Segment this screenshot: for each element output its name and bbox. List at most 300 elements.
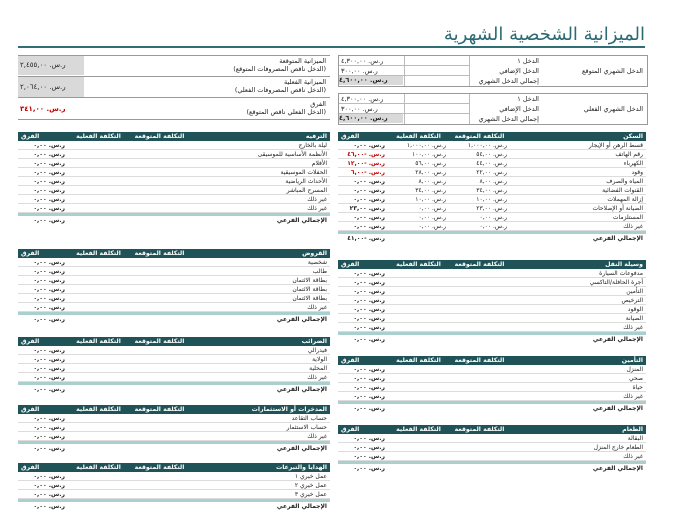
projected-cost[interactable]: ر.س. ٢٢,٠٠ [449, 168, 510, 177]
subtotal-value: ر.س. ٠,٠٠ [33, 502, 65, 510]
actual-cost[interactable]: ر.س. ٠,٠٠ [388, 222, 449, 231]
table-row [18, 159, 330, 168]
row-label[interactable]: رقم الهاتف [510, 150, 646, 159]
projected-cost[interactable]: ر.س. ٠,٠٠ [449, 222, 510, 231]
row-label[interactable]: الترخيص [510, 296, 646, 305]
row-label[interactable]: الصيانة [510, 314, 646, 323]
projected-cost[interactable] [449, 452, 510, 461]
table-row [338, 392, 646, 401]
income-row-value[interactable]: ر.س. ٣٠٠,٠٠ [341, 67, 378, 75]
actual-cost[interactable] [68, 195, 129, 204]
projected-cost[interactable] [129, 364, 190, 373]
projected-cost[interactable]: ر.س. ١,٠٠٠,٠٠ [449, 141, 510, 150]
actual-cost[interactable] [388, 434, 449, 443]
table-row [18, 414, 330, 423]
difference-cell: ر.س. ٠,٠٠ [18, 364, 68, 373]
actual-cost[interactable] [388, 452, 449, 461]
row-label[interactable]: حساب الاستثمار [190, 423, 330, 432]
projected-cost[interactable] [129, 267, 190, 276]
diff-header: الفرق [18, 337, 68, 346]
row-label[interactable]: الولاية [190, 355, 330, 364]
actual-cost[interactable] [68, 285, 129, 294]
projected-cost[interactable] [129, 346, 190, 355]
difference-label: الفرق [310, 100, 326, 108]
projected-cost[interactable]: ر.س. ١٠,٠٠ [449, 195, 510, 204]
table-row [18, 204, 330, 213]
row-label[interactable]: طالب [190, 267, 330, 276]
difference-cell: ر.س. ٠,٠٠ [18, 159, 68, 168]
actual-balance-note: (الدخل ناقص المصروفات الفعلي) [234, 86, 326, 94]
table-row [18, 472, 330, 481]
row-label[interactable]: التأمين [510, 287, 646, 296]
difference-cell: ر.س. ٠,٠٠ [338, 213, 388, 222]
actual-cost[interactable] [68, 276, 129, 285]
table-row [338, 305, 646, 314]
row-label[interactable]: المياه والصرف [510, 177, 646, 186]
projected-cost[interactable] [449, 392, 510, 401]
difference-cell: ر.س. ٠,٠٠ [18, 423, 68, 432]
category-title: الترفيه [190, 132, 330, 141]
row-label[interactable]: فيدرالي [190, 346, 330, 355]
row-label[interactable]: حياة [510, 383, 646, 392]
row-label[interactable]: صحي [510, 374, 646, 383]
actual-cost[interactable] [388, 314, 449, 323]
projected-cost[interactable] [449, 434, 510, 443]
income-total-value: ر.س. ٤,٦٠٠,٠٠ [339, 76, 403, 85]
projected-cost[interactable] [129, 355, 190, 364]
row-label[interactable]: الأحداث الرياضية [190, 177, 330, 186]
row-label[interactable]: بطاقة الائتمان [190, 285, 330, 294]
table-row [338, 374, 646, 383]
row-label[interactable]: ليلة بالخارج [190, 141, 330, 150]
actual-cost[interactable] [388, 365, 449, 374]
expense-table [338, 132, 646, 242]
difference-cell: ر.س. ٠,٠٠ [18, 168, 68, 177]
category-title: الطعام [510, 425, 646, 434]
subtotal-row [338, 335, 646, 343]
actual-header: التكلفة الفعلية [68, 405, 129, 414]
actual-balance-value: ر.س. ٢,٠٦٤,٠٠ [20, 83, 66, 91]
actual-cost[interactable] [68, 355, 129, 364]
projected-cost[interactable] [449, 305, 510, 314]
projected-cost[interactable] [129, 481, 190, 490]
row-label[interactable]: الأفلام [190, 159, 330, 168]
row-label[interactable]: القنوات الفضائية [510, 186, 646, 195]
diff-header: الفرق [18, 249, 68, 258]
projected-cost[interactable] [129, 373, 190, 382]
subtotal-row [18, 216, 330, 224]
income-total-label: إجمالي الدخل الشهري [478, 115, 539, 123]
projected-cost[interactable] [129, 195, 190, 204]
income-row-value[interactable]: ر.س. ٤,٣٠٠,٠٠ [341, 57, 384, 65]
row-label[interactable]: قسط الرهن أو الإيجار [510, 141, 646, 150]
projected-header: التكلفة المتوقعة [129, 337, 190, 346]
table-row [18, 276, 330, 285]
income-row-value[interactable]: ر.س. ٤,٣٠٠,٠٠ [341, 95, 384, 103]
difference-cell: ر.س. ٠,٠٠ [18, 204, 68, 213]
projected-cost[interactable] [449, 365, 510, 374]
difference-cell: ر.س. ٠,٠٠ [18, 481, 68, 490]
actual-cost[interactable] [68, 294, 129, 303]
row-label[interactable]: غير ذلك [510, 222, 646, 231]
table-row [18, 303, 330, 312]
actual-cost[interactable]: ر.س. ٣٤,٠٠ [388, 186, 449, 195]
expense-table [18, 463, 330, 510]
category-title: المدخرات أو الاستثمارات [190, 405, 330, 414]
subtotal-label: الإجمالي الفرعي [592, 234, 643, 242]
row-label[interactable]: بطاقة الائتمان [190, 294, 330, 303]
projected-cost[interactable] [129, 177, 190, 186]
actual-header: التكلفة الفعلية [68, 463, 129, 472]
difference-cell: ر.س. ٠,٠٠ [338, 443, 388, 452]
actual-cost[interactable] [68, 303, 129, 312]
projected-cost[interactable]: ر.س. ٤٤,٠٠ [449, 159, 510, 168]
difference-cell: ر.س. ٠,٠٠ [338, 314, 388, 323]
title-rule [18, 46, 645, 48]
actual-cost[interactable] [68, 204, 129, 213]
actual-cost[interactable] [388, 323, 449, 332]
projected-cost[interactable] [129, 303, 190, 312]
category-title: وسيلة النقل [510, 260, 646, 269]
difference-cell: ر.س. ٠,٠٠ [338, 434, 388, 443]
projected-cost[interactable] [449, 296, 510, 305]
actual-cost[interactable] [68, 177, 129, 186]
actual-cost[interactable] [388, 305, 449, 314]
row-label[interactable]: الطعام خارج المنزل [510, 443, 646, 452]
row-label[interactable]: غير ذلك [190, 373, 330, 382]
row-label[interactable]: عمل خيري ٣ [190, 490, 330, 499]
subtotal-value: ر.س. ٠,٠٠ [33, 315, 65, 323]
projected-cost[interactable] [449, 269, 510, 278]
actual-cost[interactable]: ر.س. ٠,٠٠ [388, 213, 449, 222]
actual-cost[interactable]: ر.س. ٢٨,٠٠ [388, 168, 449, 177]
subtotal-label: الإجمالي الفرعي [592, 464, 643, 472]
row-label[interactable]: إزالة المهملات [510, 195, 646, 204]
projected-cost[interactable] [129, 159, 190, 168]
projected-income-label: الدخل الشهري المتوقع [582, 67, 643, 75]
difference-cell: ر.س. ٠,٠٠ [18, 346, 68, 355]
category-title: الضرائب [190, 337, 330, 346]
difference-cell: ر.س. ٠,٠٠ [18, 258, 68, 267]
actual-cost[interactable] [68, 472, 129, 481]
projected-header: التكلفة المتوقعة [449, 425, 510, 434]
row-label[interactable]: المنزل [510, 365, 646, 374]
projected-header: التكلفة المتوقعة [129, 249, 190, 258]
row-label[interactable]: غير ذلك [510, 452, 646, 461]
row-label[interactable]: أجرة الحافلة/التاكسي [510, 278, 646, 287]
table-row [18, 141, 330, 150]
row-label[interactable]: عمل خيري ١ [190, 472, 330, 481]
difference-cell: ر.س. -١٢,٠٠ [338, 159, 388, 168]
actual-cost[interactable] [388, 374, 449, 383]
difference-cell: ر.س. ٠,٠٠ [18, 177, 68, 186]
table-row [338, 177, 646, 186]
difference-cell: ر.س. ٠,٠٠ [338, 296, 388, 305]
actual-cost[interactable] [68, 267, 129, 276]
projected-cost[interactable] [129, 285, 190, 294]
subtotal-label: الإجمالي الفرعي [592, 404, 643, 412]
subtotal-label: الإجمالي الفرعي [276, 444, 327, 452]
table-row [338, 323, 646, 332]
expense-table [18, 337, 330, 393]
row-label[interactable]: البقالة [510, 434, 646, 443]
table-row [18, 355, 330, 364]
actual-cost[interactable] [388, 296, 449, 305]
income-row-label: الدخل الإضافي [499, 67, 539, 75]
diff-header: الفرق [338, 356, 388, 365]
row-label[interactable]: وقود [510, 168, 646, 177]
projected-header: التكلفة المتوقعة [449, 132, 510, 141]
actual-cost[interactable]: ر.س. ١٠,٠٠ [388, 195, 449, 204]
projected-header: التكلفة المتوقعة [129, 405, 190, 414]
table-row [18, 481, 330, 490]
actual-cost[interactable] [68, 186, 129, 195]
row-label[interactable]: الكهرباء [510, 159, 646, 168]
row-label[interactable]: مدفوعات السيارة [510, 269, 646, 278]
row-label[interactable]: الصيانة أو الإصلاحات [510, 204, 646, 213]
actual-cost[interactable] [68, 414, 129, 423]
projected-cost[interactable]: ر.س. ٨,٠٠ [449, 177, 510, 186]
income-row-label: الدخل ١ [517, 57, 539, 65]
difference-cell: ر.س. ٠,٠٠ [18, 195, 68, 204]
projected-cost[interactable]: ر.س. ٥٤,٠٠ [449, 150, 510, 159]
projected-cost[interactable] [449, 323, 510, 332]
projected-cost[interactable] [129, 294, 190, 303]
actual-cost[interactable] [388, 392, 449, 401]
actual-cost[interactable] [68, 490, 129, 499]
difference-cell: ر.س. ٠,٠٠ [18, 267, 68, 276]
diff-header: الفرق [18, 463, 68, 472]
table-row [18, 195, 330, 204]
projected-cost[interactable] [449, 374, 510, 383]
row-label[interactable]: الحفلات الموسيقية [190, 168, 330, 177]
actual-cost[interactable] [68, 432, 129, 441]
table-row [18, 490, 330, 499]
expense-table [18, 249, 330, 323]
actual-cost[interactable] [388, 383, 449, 392]
projected-cost[interactable] [449, 314, 510, 323]
projected-cost[interactable] [129, 141, 190, 150]
category-title: السكن [510, 132, 646, 141]
row-label[interactable]: حساب التقاعد [190, 414, 330, 423]
difference-cell: ر.س. ٠,٠٠ [338, 305, 388, 314]
subtotal-label: الإجمالي الفرعي [276, 315, 327, 323]
subtotal-value: ر.س. ٠,٠٠ [353, 404, 385, 412]
projected-cost[interactable] [449, 287, 510, 296]
difference-cell: ر.س. ٠,٠٠ [18, 294, 68, 303]
subtotal-row [18, 502, 330, 510]
difference-cell: ر.س. ٠,٠٠ [18, 373, 68, 382]
income-row-value[interactable]: ر.س. ٣٠٠,٠٠ [341, 105, 378, 113]
table-row [18, 432, 330, 441]
diff-header: الفرق [338, 132, 388, 141]
actual-cost[interactable]: ر.س. ١,٠٠٠,٠٠ [388, 141, 449, 150]
difference-cell: ر.س. ٠,٠٠ [338, 374, 388, 383]
difference-cell: ر.س. -٦,٠٠ [338, 168, 388, 177]
row-label[interactable]: عمل خيري ٢ [190, 481, 330, 490]
table-row [338, 296, 646, 305]
actual-cost[interactable] [68, 364, 129, 373]
row-label[interactable]: غير ذلك [190, 303, 330, 312]
table-row [18, 373, 330, 382]
actual-cost[interactable] [68, 159, 129, 168]
income-row-label: الدخل الإضافي [499, 105, 539, 113]
actual-cost[interactable] [68, 258, 129, 267]
projected-header: التكلفة المتوقعة [129, 132, 190, 141]
projected-header: التكلفة المتوقعة [129, 463, 190, 472]
actual-cost[interactable]: ر.س. ٨,٠٠ [388, 177, 449, 186]
row-label[interactable]: غير ذلك [190, 204, 330, 213]
page-title: الميزانية الشخصية الشهرية [443, 24, 645, 45]
subtotal-value: ر.س. -٤١,٠٠ [347, 234, 385, 242]
table-row [18, 423, 330, 432]
row-label[interactable]: الوقود [510, 305, 646, 314]
balance-box [18, 55, 330, 123]
actual-cost[interactable] [388, 443, 449, 452]
projected-cost[interactable] [449, 278, 510, 287]
subtotal-label: الإجمالي الفرعي [276, 216, 327, 224]
table-row [338, 278, 646, 287]
subtotal-value: ر.س. ٠,٠٠ [353, 464, 385, 472]
subtotal-label: الإجمالي الفرعي [276, 502, 327, 510]
actual-cost[interactable] [68, 168, 129, 177]
actual-cost[interactable] [68, 481, 129, 490]
diff-header: الفرق [18, 405, 68, 414]
projected-header: التكلفة المتوقعة [449, 260, 510, 269]
income-total-value: ر.س. ٤,٦٠٠,٠٠ [339, 114, 403, 123]
table-row [338, 186, 646, 195]
projected-cost[interactable] [129, 150, 190, 159]
actual-cost[interactable] [68, 346, 129, 355]
expense-table [18, 405, 330, 452]
diff-header: الفرق [338, 260, 388, 269]
expense-table [338, 425, 646, 472]
actual-header: التكلفة الفعلية [388, 356, 449, 365]
difference-cell: ر.س. ٠,٠٠ [338, 278, 388, 287]
difference-value: ر.س. ٣٤١,٠٠ [20, 105, 66, 113]
table-row [338, 159, 646, 168]
projected-header: التكلفة المتوقعة [449, 356, 510, 365]
category-title: الهدايا والتبرعات [190, 463, 330, 472]
table-row [18, 168, 330, 177]
diff-header: الفرق [338, 425, 388, 434]
projected-cost[interactable] [449, 383, 510, 392]
projected-cost[interactable] [129, 432, 190, 441]
difference-cell: ر.س. ٠,٠٠ [18, 141, 68, 150]
difference-cell: ر.س. ٢٣,٠٠ [338, 204, 388, 213]
income-row-label: الدخل ١ [517, 95, 539, 103]
actual-cost[interactable] [68, 423, 129, 432]
table-row [338, 365, 646, 374]
projected-cost[interactable]: ر.س. ٠,٠٠ [449, 213, 510, 222]
difference-cell: ر.س. ٠,٠٠ [18, 150, 68, 159]
table-row [18, 186, 330, 195]
projected-balance-label: الميزانية المتوقعة [279, 57, 326, 65]
difference-note: (الدخل الفعلي ناقص المتوقع) [246, 108, 326, 116]
subtotal-row [338, 464, 646, 472]
projected-cost[interactable] [129, 168, 190, 177]
row-label[interactable]: غير ذلك [510, 392, 646, 401]
subtotal-row [18, 385, 330, 393]
difference-cell: ر.س. ٠,٠٠ [18, 472, 68, 481]
actual-header: التكلفة الفعلية [68, 249, 129, 258]
projected-cost[interactable] [129, 472, 190, 481]
table-row [338, 434, 646, 443]
actual-income-box [338, 93, 648, 125]
difference-cell: ر.س. -٤٦,٠٠ [338, 150, 388, 159]
category-title: القروض [190, 249, 330, 258]
table-row [18, 177, 330, 186]
table-row [338, 287, 646, 296]
row-label[interactable]: بطاقة الائتمان [190, 276, 330, 285]
difference-cell: ر.س. ٠,٠٠ [338, 323, 388, 332]
difference-cell: ر.س. ٠,٠٠ [18, 285, 68, 294]
difference-cell: ر.س. ٠,٠٠ [18, 414, 68, 423]
expense-table [338, 260, 646, 343]
difference-cell: ر.س. ٠,٠٠ [338, 452, 388, 461]
subtotal-row [18, 315, 330, 323]
actual-cost[interactable] [68, 373, 129, 382]
projected-cost[interactable] [129, 414, 190, 423]
projected-cost[interactable]: ر.س. ٢٣,٠٠ [449, 204, 510, 213]
actual-cost[interactable] [68, 141, 129, 150]
table-row [18, 258, 330, 267]
projected-cost[interactable] [129, 204, 190, 213]
row-label[interactable]: شخصية [190, 258, 330, 267]
table-row [338, 314, 646, 323]
row-label[interactable]: المسرح المباشر [190, 186, 330, 195]
actual-header: التكلفة الفعلية [388, 260, 449, 269]
subtotal-row [338, 234, 646, 242]
subtotal-value: ر.س. ٠,٠٠ [33, 216, 65, 224]
actual-header: التكلفة الفعلية [68, 132, 129, 141]
difference-cell: ر.س. ٠,٠٠ [338, 195, 388, 204]
row-label[interactable]: غير ذلك [510, 323, 646, 332]
row-label[interactable]: المستلزمات [510, 213, 646, 222]
row-label[interactable]: غير ذلك [190, 432, 330, 441]
actual-cost[interactable]: ر.س. ١٠٠,٠٠ [388, 150, 449, 159]
table-row [338, 168, 646, 177]
table-row [338, 452, 646, 461]
projected-balance-value: ر.س. ٢,٤٥٥,٠٠ [20, 61, 66, 69]
actual-cost[interactable] [388, 278, 449, 287]
projected-cost[interactable] [449, 443, 510, 452]
table-row [18, 364, 330, 373]
table-row [338, 222, 646, 231]
row-label[interactable]: غير ذلك [190, 195, 330, 204]
projected-cost[interactable]: ر.س. ٣٤,٠٠ [449, 186, 510, 195]
row-label[interactable]: الأنظمة الأساسية للموسيقى [190, 150, 330, 159]
projected-cost[interactable] [129, 423, 190, 432]
actual-cost[interactable] [68, 150, 129, 159]
projected-cost[interactable] [129, 186, 190, 195]
projected-cost[interactable] [129, 276, 190, 285]
difference-cell: ر.س. ٠,٠٠ [18, 276, 68, 285]
projected-cost[interactable] [129, 490, 190, 499]
actual-cost[interactable]: ر.س. ٠,٠٠ [388, 204, 449, 213]
actual-cost[interactable] [388, 287, 449, 296]
projected-cost[interactable] [129, 258, 190, 267]
projected-balance-note: (الدخل ناقص المصروفات المتوقع) [233, 65, 326, 73]
row-label[interactable]: المحلية [190, 364, 330, 373]
actual-cost[interactable]: ر.س. ٥٦,٠٠ [388, 159, 449, 168]
actual-cost[interactable] [388, 269, 449, 278]
table-row [18, 150, 330, 159]
difference-cell: ر.س. ٠,٠٠ [338, 177, 388, 186]
actual-income-label: الدخل الشهري الفعلي [583, 105, 643, 113]
subtotal-row [338, 404, 646, 412]
difference-cell: ر.س. ٠,٠٠ [18, 186, 68, 195]
